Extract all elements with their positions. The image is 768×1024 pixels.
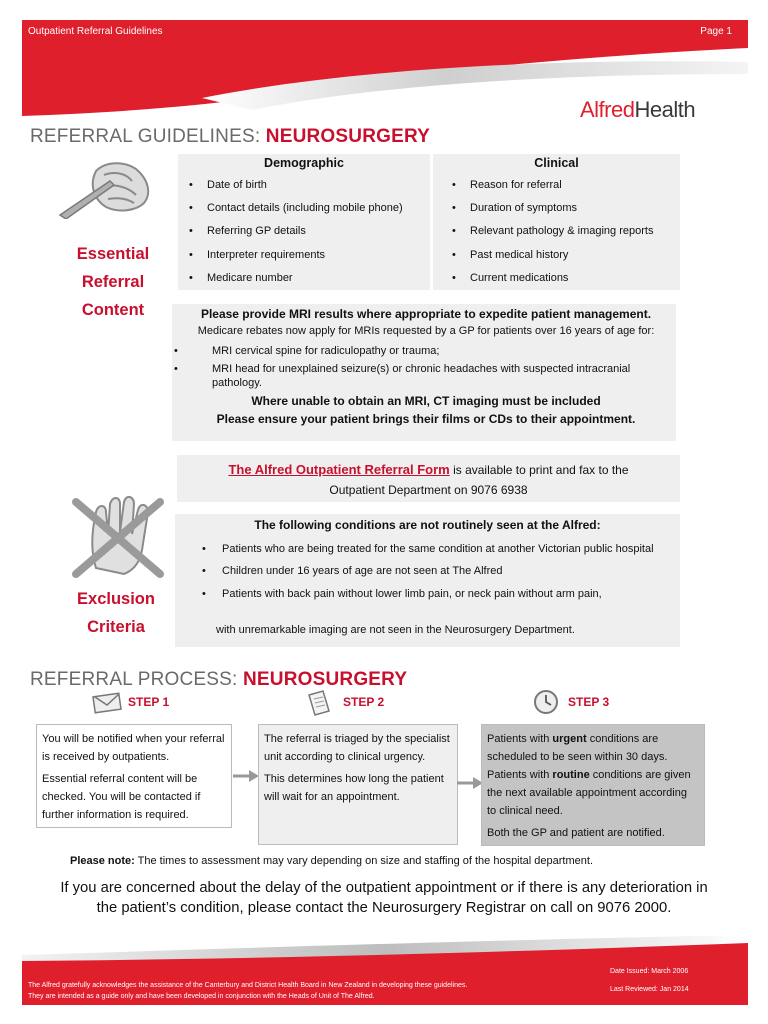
list-item: • Medicare number xyxy=(181,271,403,294)
step-1-box: You will be notified when your referral is received by outpatients. Essential referral content will be checked. You will be contacted if further information is required. xyxy=(36,724,232,828)
document-icon xyxy=(305,689,331,717)
arrow-icon xyxy=(457,777,483,789)
clock-icon xyxy=(533,689,559,715)
mri-list: • MRI cervical spine for radiculopathy or trauma; • MRI head for unexplained seizure(s) or chronic headaches with suspected intracranial pathology. xyxy=(174,345,631,389)
list-item: MRI head for unexplained seizure(s) or chronic headaches with suspected intracranial pathology. xyxy=(212,363,631,389)
demographic-heading: Demographic xyxy=(264,156,344,170)
document-title: Outpatient Referral Guidelines xyxy=(28,26,163,37)
exclusion-heading: The following conditions are not routinely seen at the Alfred: xyxy=(254,518,601,532)
please-note: Please note: The times to assessment may vary depending on size and staffing of the hospital department. xyxy=(70,855,593,867)
list-item: • Referring GP details xyxy=(181,224,403,247)
referral-form-text: The Alfred Outpatient Referral Form is available to print and fax to the Outpatient Department on 9076 6938 xyxy=(228,462,629,497)
list-item: • Current medications xyxy=(444,271,653,294)
envelope-icon xyxy=(92,691,122,715)
list-item: Patients with back pain without lower limb pain, or neck pain without arm pain, xyxy=(222,588,602,600)
list-item: • Relevant pathology & imaging reports xyxy=(444,224,653,247)
list-item: • Reason for referral xyxy=(444,178,653,201)
step-2-box: The referral is triaged by the specialist unit according to clinical urgency. This determines how long the patient will wait for an appointment. xyxy=(258,724,458,845)
exclusion-continuation: with unremarkable imaging are not seen in the Neurosurgery Department. xyxy=(216,624,575,636)
alfred-health-logo: AlfredHealth xyxy=(580,97,696,122)
clinical-heading: Clinical xyxy=(534,156,579,170)
exclusion-criteria-label: Exclusion Criteria xyxy=(77,590,155,636)
clinical-list xyxy=(444,178,653,294)
step-2-label: STEP 2 xyxy=(343,695,385,709)
list-item: • Past medical history xyxy=(444,248,653,271)
page-number: Page 1 xyxy=(700,26,732,37)
list-item: • Contact details (including mobile phone) xyxy=(181,201,403,224)
essential-referral-content-label: Essential Referral Content xyxy=(76,245,150,319)
exclusion-list: • Patients who are being treated for the same condition at another Victorian public hospital • Children under 16 years of age are not seen at The Alfred • Patients with back pain without lower limb pain, or neck pain without arm pain, xyxy=(202,543,654,600)
list-item: Patients who are being treated for the same condition at another Victorian public hospital xyxy=(222,543,654,555)
list-item: Children under 16 years of age are not seen at The Alfred xyxy=(222,565,503,577)
list-item: • Date of birth xyxy=(181,178,403,201)
concern-message: If you are concerned about the delay of the outpatient appointment or if there is any deterioration in the patient’s condition, please contact the Neurosurgery Registrar on call on 9076 2000. xyxy=(60,880,708,916)
footer-acknowledgement: The Alfred gratefully acknowledges the assistance of the Canterbury and District Health Board in New Zealand in developing these guidelines. xyxy=(28,982,468,989)
step-1-label: STEP 1 xyxy=(128,695,170,709)
list-item: • Interpreter requirements xyxy=(181,248,403,271)
list-item: MRI cervical spine for radiculopathy or trauma; xyxy=(212,345,440,357)
mri-intro: Medicare rebates now apply for MRIs requested by a GP for patients over 16 years of age for: xyxy=(197,325,655,337)
date-issued: Date Issued: March 2006 xyxy=(610,968,689,975)
step-3-label: STEP 3 xyxy=(568,695,610,709)
films-note: Please ensure your patient brings their films or CDs to their appointment. xyxy=(216,412,636,426)
demographic-list xyxy=(181,178,403,294)
referral-form-link[interactable]: The Alfred Outpatient Referral Form xyxy=(228,462,450,477)
last-reviewed: Last Reviewed: Jan 2014 xyxy=(610,986,689,993)
ct-imaging-note: Where unable to obtain an MRI, CT imaging must be included xyxy=(251,394,601,408)
mri-heading: Please provide MRI results where appropriate to expedite patient management. xyxy=(200,307,652,321)
arrow-icon xyxy=(233,770,259,782)
writing-hand-icon xyxy=(58,157,158,219)
footer-disclaimer: They are intended as a guide only and have been developed in conjunction with the Heads of Unit of The Alfred. xyxy=(28,993,375,1000)
list-item: • Duration of symptoms xyxy=(444,201,653,224)
step-3-box: Patients with urgent conditions are scheduled to be seen within 30 days. Patients with routine conditions are given the next available appointment according to clinical need. Both the GP and patient are notified. xyxy=(481,724,705,846)
process-section-title: REFERRAL PROCESS: NEUROSURGERY xyxy=(30,669,408,690)
crossed-hand-icon xyxy=(70,494,166,580)
guidelines-section-title: REFERRAL GUIDELINES: NEUROSURGERY xyxy=(30,126,431,147)
